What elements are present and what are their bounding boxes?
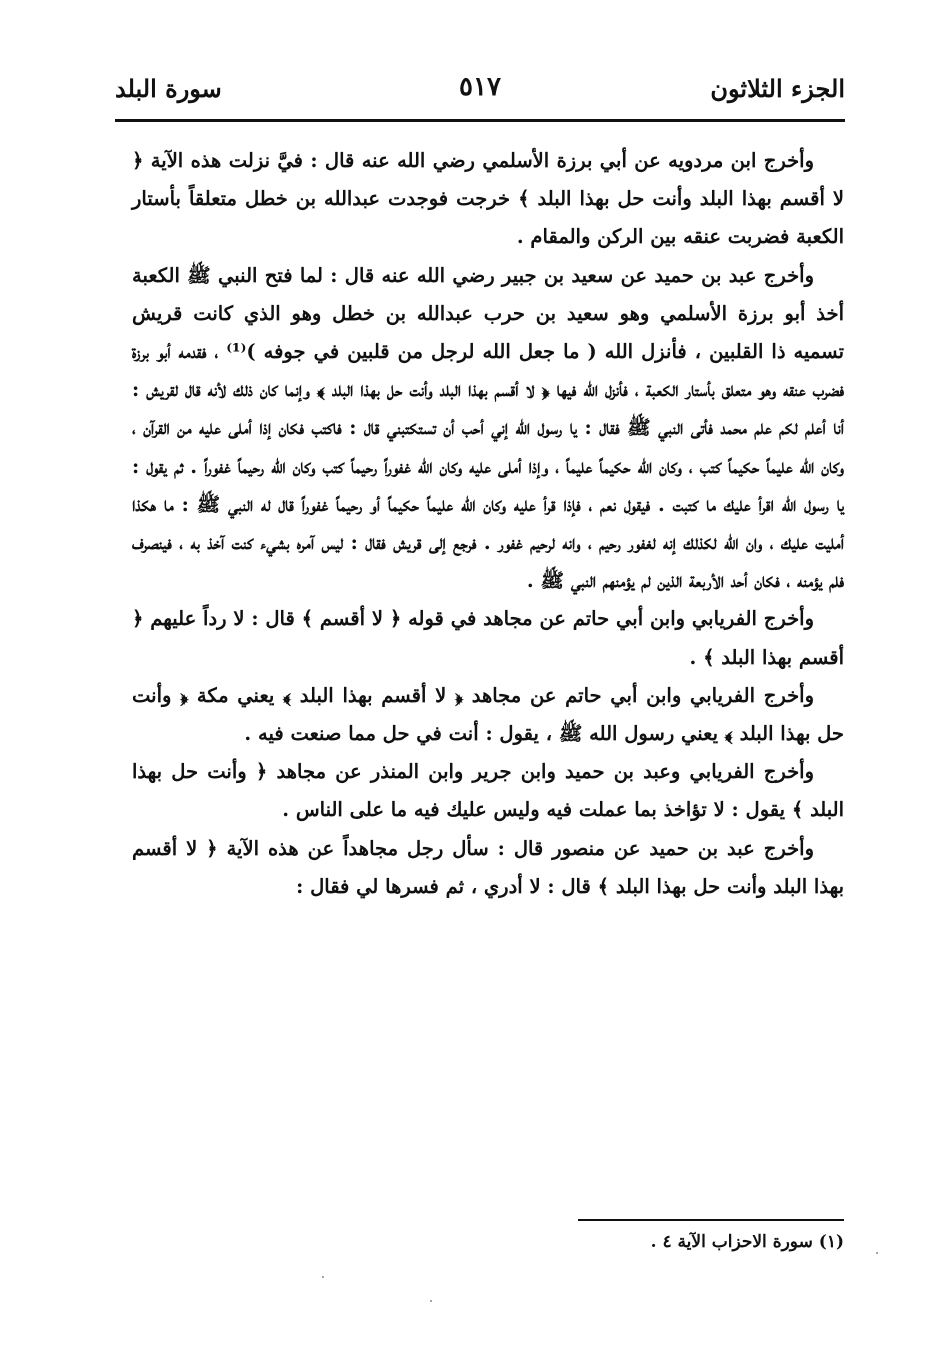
scan-speck [322, 1276, 324, 1278]
paragraph: وأخرج الفريابي وابن أبي حاتم عن مجاهد ﴿ لا أقسم بهذا البلد ﴾ يعني مكة ﴿ وأنت حل بهذا البلد ﴾ يعني رسول الله ﷺ ، يقول : أنت في حل مما صنعت فيه . [132, 683, 844, 746]
scan-speck [430, 1300, 432, 1302]
footnote-rule [578, 1219, 844, 1221]
page-number: ٥١٧ [459, 72, 501, 102]
surah-title: سورة البلد [115, 74, 222, 103]
scan-speck [876, 1252, 878, 1254]
footnote: (١) سورة الاحزاب الآية ٤ . [650, 1232, 844, 1252]
page-header [115, 60, 845, 120]
paragraph: وأخرج الفريابي وعبد بن حميد وابن جرير وابن المنذر عن مجاهد ﴿ وأنت حل بهذا البلد ﴾ يقول : لا تؤاخذ بما عملت فيه وليس عليك فيه ما على الناس . [132, 760, 844, 822]
paragraph: وأخرج عبد بن حميد عن منصور قال : سأل رجل مجاهداً عن هذه الآية ﴿ لا أقسم بهذا البلد وأنت حل بهذا البلد ﴾ قال : لا أدري ، ثم فسرها لي فقال : [132, 836, 844, 898]
paragraph: وأخرج الفريابي وابن أبي حاتم عن مجاهد في قوله ﴿ لا أقسم ﴾ قال : لا رداً عليهم ﴿ أقسم بهذا البلد ﴾ . [132, 607, 844, 669]
header-rule [115, 119, 845, 122]
page-body [132, 142, 844, 906]
part-title: الجزء الثلاثون [710, 74, 845, 103]
paragraph: وأخرج ابن مردويه عن أبي برزة الأسلمي رضي الله عنه قال : فيَّ نزلت هذه الآية ﴿ لا أقسم بهذا البلد وأنت حل بهذا البلد ﴾ خرجت فوجدت عبدالله بن خطل متعلقاً بأستار الكعبة فضربت عنقه بين الركن والمقام . [132, 149, 844, 249]
paragraph: وأخرج عبد بن حميد عن سعيد بن جبير رضي الله عنه قال : لما فتح النبي ﷺ الكعبة أخذ أبو برزة الأسلمي وهو سعيد بن حرب عبدالله بن خطل وهو الذي كانت قريش تسميه ذا القلبين ، فأنزل الله ( ما جعل الله لرجل من قلبين في جوفه )⁽¹⁾ ، فقدمه أبو برزة فضرب عنقه وهو متعلق بأستار الكعبة ، فأنزل الله فيها ﴿ لا أقسم بهذا البلد وأنت حل بهذا البلد ﴾ وإنما كان ذلك لأنه قال لقريش : أنا أعلم لكم علم محمد فأتى النبي ﷺ فقال : يا رسول الله إني أحب أن تستكتبني قال : فاكتب فكان إذا أملى عليه من القرآن ، وكان الله عليماً حكيماً كتب ، وكان الله حكيماً عليماً ، وإذا أملى عليه وكان الله غفوراً رحيماً كتب وكان الله رحيماً غفوراً . ثم يقول : يا رسول الله اقرأ عليك ما كتبت . فيقول نعم ، فإذا قرأ عليه وكان الله عليماً حكيماً أو رحيماً غفوراً قال له النبي ﷺ : ما هكذا أمليت عليك ، وان الله لكذلك إنه لغفور رحيم ، وانه لرحيم غفور . فرجع إلى قريش فقال : ليس آمره بشيء كنت آخذ به ، فينصرف فلم يؤمنه ، فكان أحد الأربعة الذين لم يؤمنهم النبي ﷺ . [132, 263, 844, 593]
